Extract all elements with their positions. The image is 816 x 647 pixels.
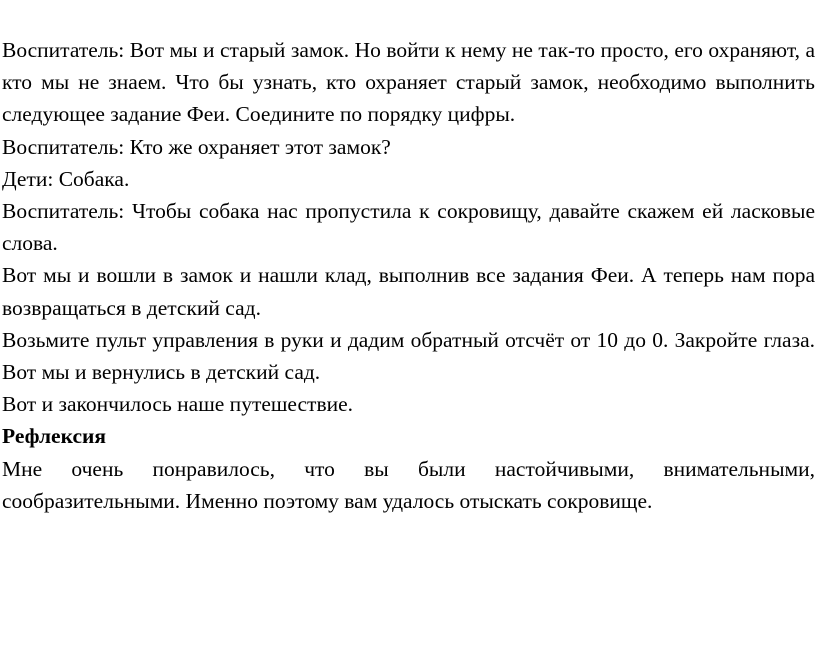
paragraph-countdown: Возьмите пульт управления в руки и дадим обратный отсчёт от 10 до 0. Закройте глаза. Вот мы и вернулись в детский сад.: [2, 327, 815, 385]
section-heading-reflection: Рефлексия: [2, 424, 107, 449]
paragraph-children-answer: Дети: Собака.: [2, 166, 130, 191]
paragraph-castle-intro: Воспитатель: Вот мы и старый замок. Но войти к нему не так-то просто, его охраняют, а кто мы не знаем. Что бы узнать, кто охраняет старый замок, необходимо выполнить следующее задание Феи. Соедините по порядку цифры.: [2, 38, 815, 127]
paragraph-question-guard: Воспитатель: Кто же охраняет этот замок?: [2, 134, 391, 159]
paragraph-treasure-found: Вот мы и вошли в замок и нашли клад, выполнив все задания Феи. А теперь нам пора возвращаться в детский сад.: [2, 263, 815, 320]
paragraph-kind-words: Воспитатель: Чтобы собака нас пропустила к сокровищу, давайте скажем ей ласковые слова.: [2, 199, 815, 256]
paragraph-journey-end: Вот и закончилось наше путешествие.: [2, 392, 354, 417]
paragraph-reflection: Мне очень понравилось, что вы были настойчивыми, внимательными, сообразительными. Именно поэтому вам удалось отыскать сокровище.: [2, 456, 815, 513]
document-page: [2, 34, 815, 517]
